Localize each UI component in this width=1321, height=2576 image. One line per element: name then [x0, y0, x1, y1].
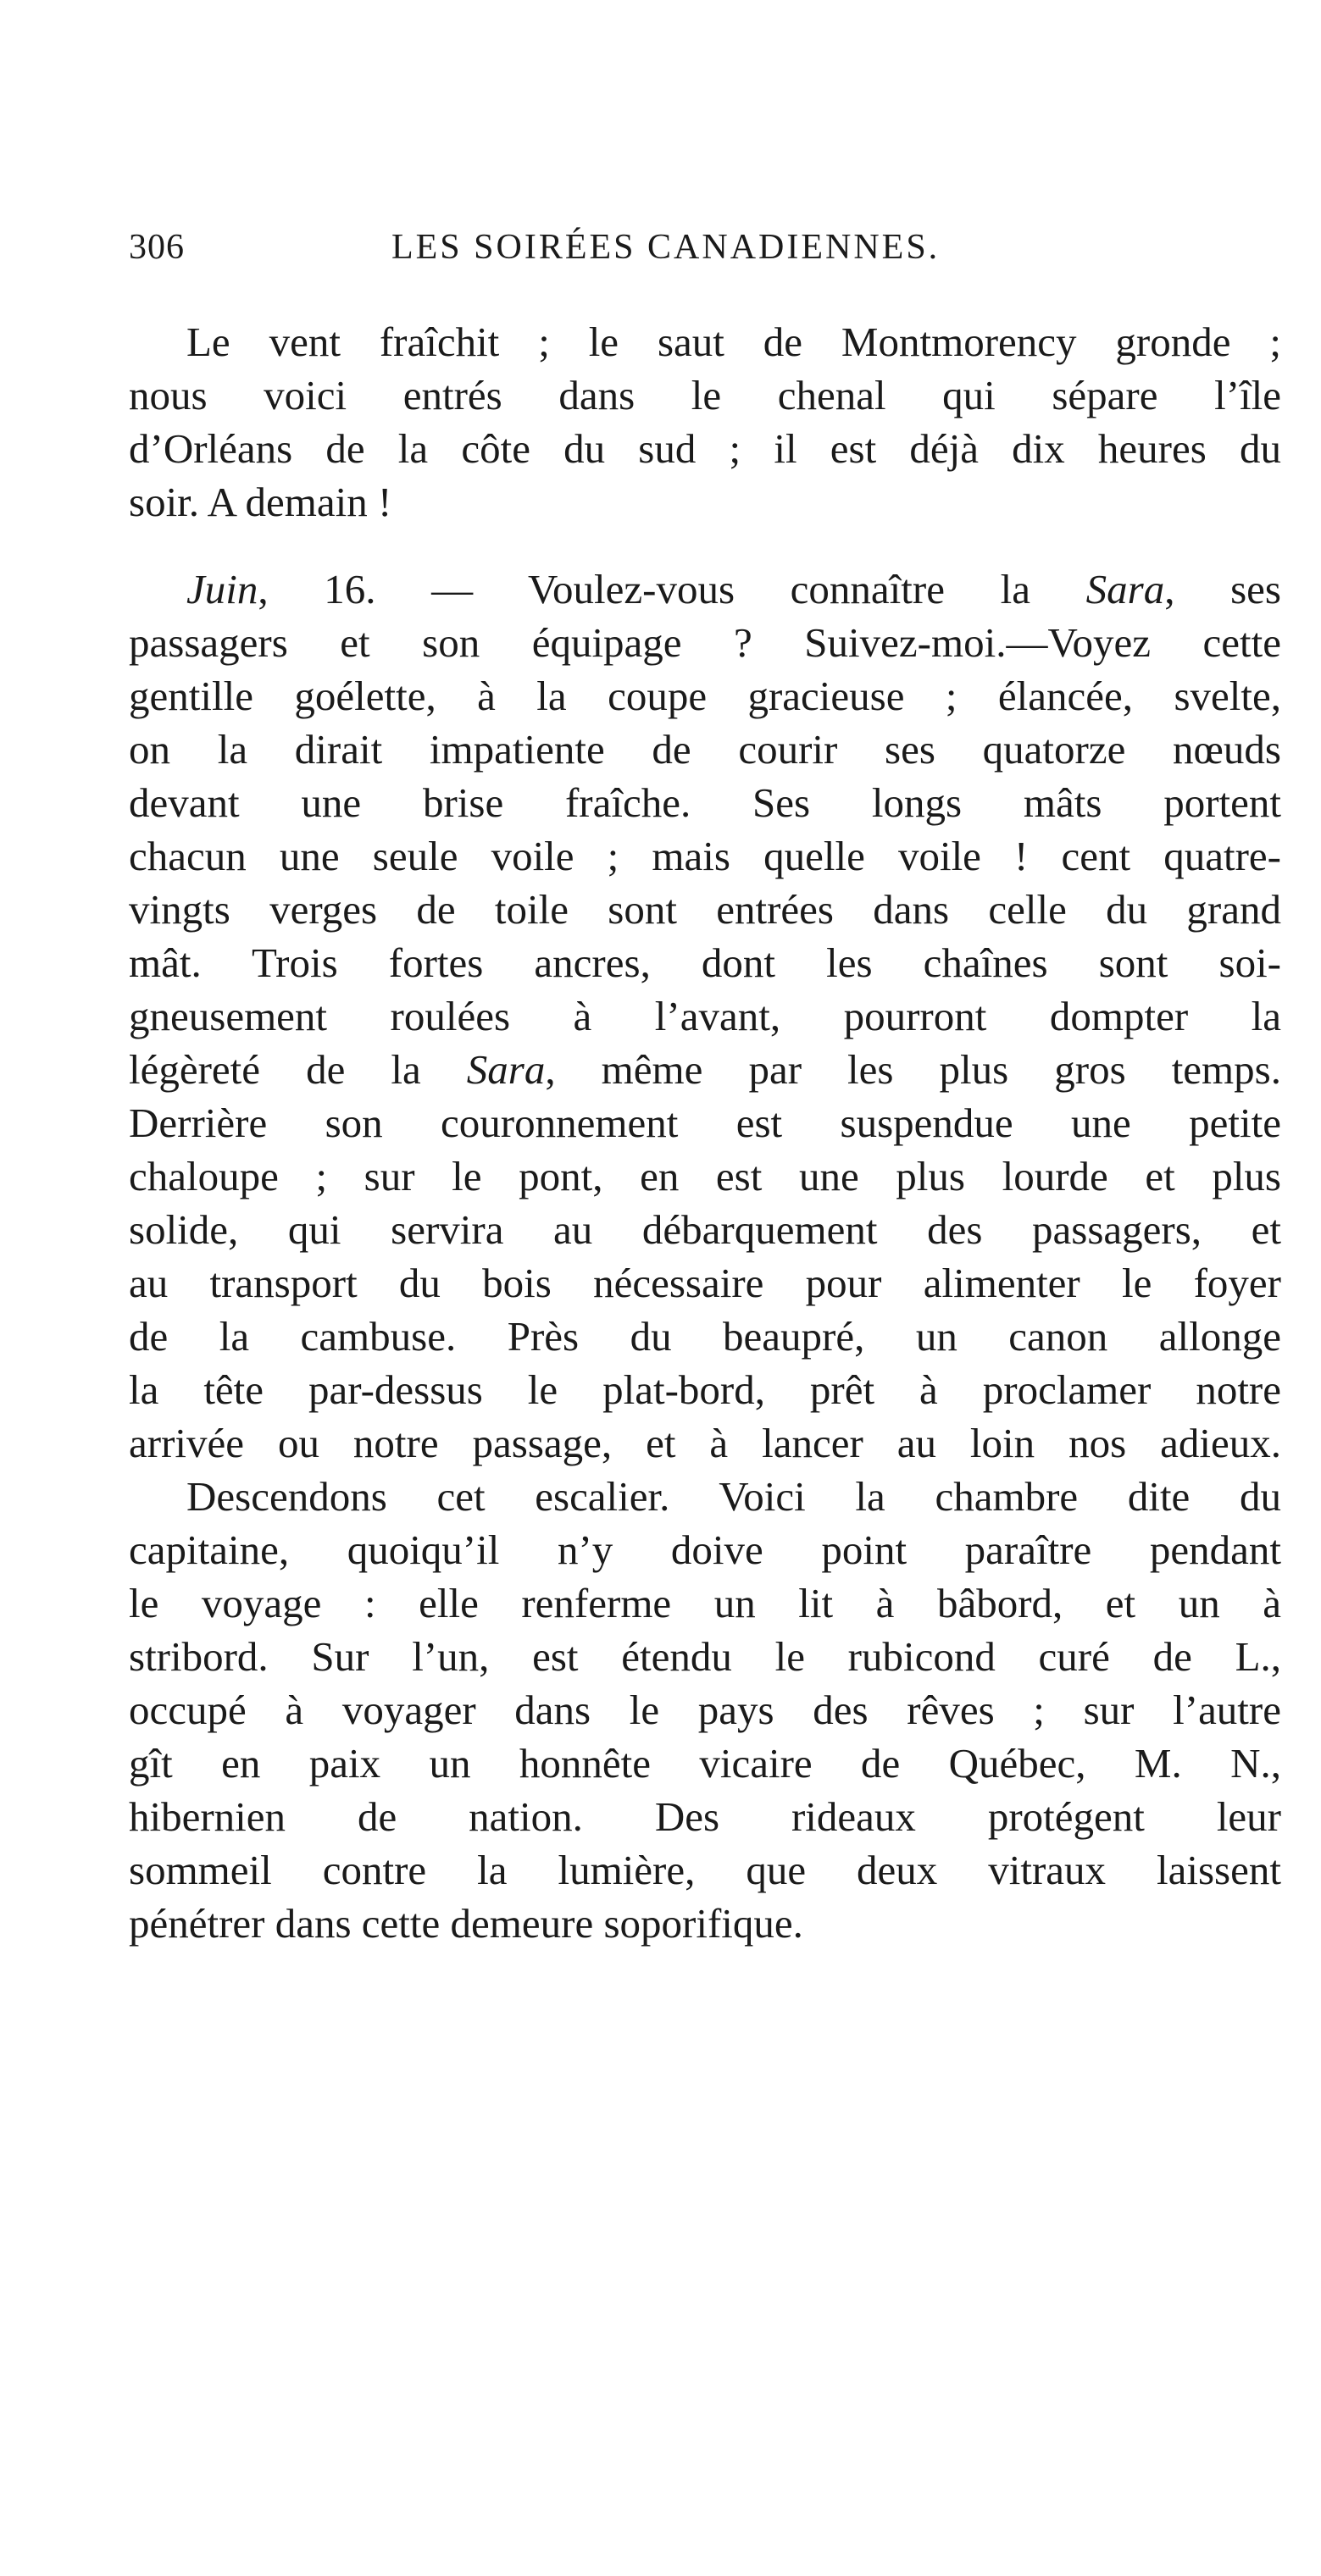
paragraph-1 — [129, 315, 1281, 529]
text-line: chaloupe ; sur le pont, en est une plus lourde et plus — [129, 1153, 1281, 1199]
text-line: gentille goélette, à la coupe gracieuse ; élancée, svelte, — [129, 673, 1281, 719]
text-line: chacun une seule voile ; mais quelle voile ! cent quatre- — [129, 833, 1281, 879]
text-line: mât. Trois fortes ancres, dont les chaînes sont soi- — [129, 939, 1281, 986]
text-line: stribord. Sur l’un, est étendu le rubicond curé de L., — [129, 1633, 1281, 1680]
text-line: le voyage : elle renferme un lit à bâbord, et un à — [129, 1580, 1281, 1626]
text-line: Descendons cet escalier. Voici la chambre dite du — [186, 1473, 1281, 1520]
text-line: hibernien de nation. Des rideaux protégent leur — [129, 1793, 1281, 1840]
text-line: Le vent fraîchit ; le saut de Montmorency gronde ; — [186, 319, 1281, 365]
text-line: sommeil contre la lumière, que deux vitraux laissent — [129, 1847, 1281, 1893]
text-line: soir. A demain ! — [129, 479, 392, 525]
text-line: nous voici entrés dans le chenal qui sépare l’île — [129, 372, 1281, 418]
text-line: capitaine, quoiqu’il n’y doive point paraître pendant — [129, 1526, 1281, 1573]
text-line: la tête par-dessus le plat-bord, prêt à proclamer notre — [129, 1366, 1281, 1413]
text-line: on la dirait impatiente de courir ses quatorze nœuds — [129, 726, 1281, 773]
paragraph-3 — [129, 1470, 1281, 1950]
text-line: gneusement roulées à l’avant, pourront dompter la — [129, 993, 1281, 1039]
text-line: légèreté de la Sara, même par les plus gros temps. — [129, 1046, 1281, 1093]
text-line: au transport du bois nécessaire pour alimenter le foyer — [129, 1260, 1281, 1306]
text-line: pénétrer dans cette demeure soporifique. — [129, 1900, 803, 1947]
body-text — [129, 315, 1281, 1950]
text-line: passagers et son équipage ? Suivez-moi.—Voyez cette — [129, 619, 1281, 666]
text-line: vingts verges de toile sont entrées dans celle du grand — [129, 886, 1281, 933]
running-title: LES SOIRÉES CANADIENNES. — [391, 228, 941, 267]
text-line: devant une brise fraîche. Ses longs mâts portent — [129, 779, 1281, 826]
text-line: Juin, 16. — Voulez-vous connaître la Sara, ses — [186, 566, 1281, 612]
text-line: solide, qui servira au débarquement des passagers, et — [129, 1206, 1281, 1253]
text-line: de la cambuse. Près du beaupré, un canon allonge — [129, 1313, 1281, 1360]
text-line: arrivée ou notre passage, et à lancer au loin nos adieux. — [129, 1420, 1281, 1466]
page-number: 306 — [129, 228, 185, 267]
page-header — [129, 227, 1264, 278]
paragraph-2 — [129, 562, 1281, 1470]
text-line: occupé à voyager dans le pays des rêves ; sur l’autre — [129, 1687, 1281, 1733]
text-line: gît en paix un honnête vicaire de Québec, M. N., — [129, 1740, 1281, 1787]
text-line: d’Orléans de la côte du sud ; il est déjà dix heures du — [129, 425, 1281, 472]
text-line: Derrière son couronnement est suspendue une petite — [129, 1100, 1281, 1146]
